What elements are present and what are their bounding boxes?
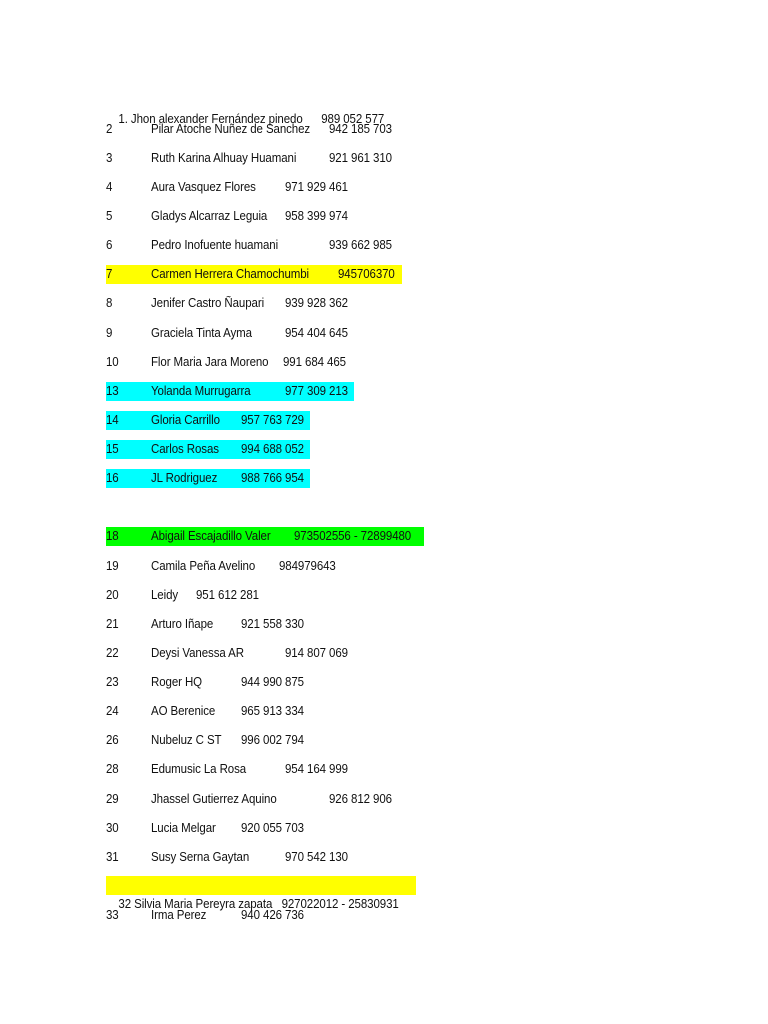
entry-name: Susy Serna Gaytan xyxy=(151,850,250,864)
entry-name: Edumusic La Rosa xyxy=(151,762,247,776)
entry-phone: 939 662 985 xyxy=(329,238,392,252)
entry-number: 7 xyxy=(106,267,113,281)
entry-number: 10 xyxy=(106,355,119,369)
entry-number: 29 xyxy=(106,792,119,806)
entry-name: Jenifer Castro Ñaupari xyxy=(151,296,265,310)
entry-number: 16 xyxy=(106,471,119,485)
entry-text: 1. Jhon alexander Fernández pinedo 989 052 577 xyxy=(118,112,385,126)
entry-name: Carlos Rosas xyxy=(151,442,219,456)
entry-phone: 994 688 052 xyxy=(241,442,304,456)
entry-number: 13 xyxy=(106,384,119,398)
entry-number: 5 xyxy=(106,209,113,223)
entry-phone: 920 055 703 xyxy=(241,821,304,835)
entry-phone: 977 309 213 xyxy=(285,384,348,398)
entry-phone: 926 812 906 xyxy=(329,792,392,806)
entry-name: Lucia Melgar xyxy=(151,821,216,835)
entry-name: Irma Perez xyxy=(151,908,207,922)
entry-phone: 940 426 736 xyxy=(241,908,304,922)
entry-name: Camila Peña Avelino xyxy=(151,559,256,573)
entry-line-32 xyxy=(106,876,399,911)
entry-phone: 951 612 281 xyxy=(196,588,259,602)
entry-phone: 914 807 069 xyxy=(285,646,348,660)
entry-number: 28 xyxy=(106,762,119,776)
entry-name: Arturo Iñape xyxy=(151,617,214,631)
entry-phone: 988 766 954 xyxy=(241,471,304,485)
entry-phone: 996 002 794 xyxy=(241,733,304,747)
entry-number: 4 xyxy=(106,180,113,194)
entry-name: Gloria Carrillo xyxy=(151,413,220,427)
entry-number: 3 xyxy=(106,151,113,165)
entry-number: 23 xyxy=(106,675,119,689)
entry-number: 19 xyxy=(106,559,119,573)
entry-name: Pilar Atoche Nuñez de Sanchez xyxy=(151,122,311,136)
entry-phone: 965 913 334 xyxy=(241,704,304,718)
entry-name: Abigail Escajadillo Valer xyxy=(151,529,271,543)
entry-number: 21 xyxy=(106,617,119,631)
entry-name: Ruth Karina Alhuay Huamani xyxy=(151,151,297,165)
entry-name: Graciela Tinta Ayma xyxy=(151,326,252,340)
entry-phone: 954 164 999 xyxy=(285,762,348,776)
entry-phone: 942 185 703 xyxy=(329,122,392,136)
entry-name: Flor Maria Jara Moreno xyxy=(151,355,269,369)
entry-number: 18 xyxy=(106,529,119,543)
entry-phone: 958 399 974 xyxy=(285,209,348,223)
entry-name: Deysi Vanessa AR xyxy=(151,646,244,660)
entry-name: Yolanda Murrugarra xyxy=(151,384,251,398)
entry-number: 24 xyxy=(106,704,119,718)
entry-number: 2 xyxy=(106,122,113,136)
entry-phone: 921 961 310 xyxy=(329,151,392,165)
entry-name: Carmen Herrera Chamochumbi xyxy=(151,267,310,281)
entry-number: 22 xyxy=(106,646,119,660)
entry-number: 30 xyxy=(106,821,119,835)
entry-number: 33 xyxy=(106,908,119,922)
entry-name: Pedro Inofuente huamani xyxy=(151,238,279,252)
entry-number: 15 xyxy=(106,442,119,456)
entry-number: 9 xyxy=(106,326,113,340)
entry-phone: 945706370 xyxy=(338,267,395,281)
entry-number: 26 xyxy=(106,733,119,747)
entry-text: 32 Silvia Maria Pereyra zapata 927022012 - 25830931 xyxy=(118,897,399,911)
entry-phone: 991 684 465 xyxy=(283,355,346,369)
entry-phone: 944 990 875 xyxy=(241,675,304,689)
entry-phone: 973502556 - 72899480 xyxy=(294,529,412,543)
entry-name: Aura Vasquez Flores xyxy=(151,180,256,194)
entry-name: JL Rodriguez xyxy=(151,471,218,485)
entry-phone: 921 558 330 xyxy=(241,617,304,631)
entry-number: 8 xyxy=(106,296,113,310)
entry-phone: 939 928 362 xyxy=(285,296,348,310)
entry-phone: 970 542 130 xyxy=(285,850,348,864)
entry-number: 20 xyxy=(106,588,119,602)
entry-name: AO Berenice xyxy=(151,704,216,718)
entry-number: 14 xyxy=(106,413,119,427)
entry-name: Gladys Alcarraz Leguia xyxy=(151,209,268,223)
entry-phone: 984979643 xyxy=(279,559,336,573)
entry-phone: 954 404 645 xyxy=(285,326,348,340)
entry-number: 6 xyxy=(106,238,113,252)
entry-name: Leidy xyxy=(151,588,179,602)
entry-number: 31 xyxy=(106,850,119,864)
entry-phone: 971 929 461 xyxy=(285,180,348,194)
entry-name: Jhassel Gutierrez Aquino xyxy=(151,792,277,806)
entry-line-1 xyxy=(106,91,385,126)
entry-name: Nubeluz C ST xyxy=(151,733,222,747)
entry-name: Roger HQ xyxy=(151,675,203,689)
entry-phone: 957 763 729 xyxy=(241,413,304,427)
